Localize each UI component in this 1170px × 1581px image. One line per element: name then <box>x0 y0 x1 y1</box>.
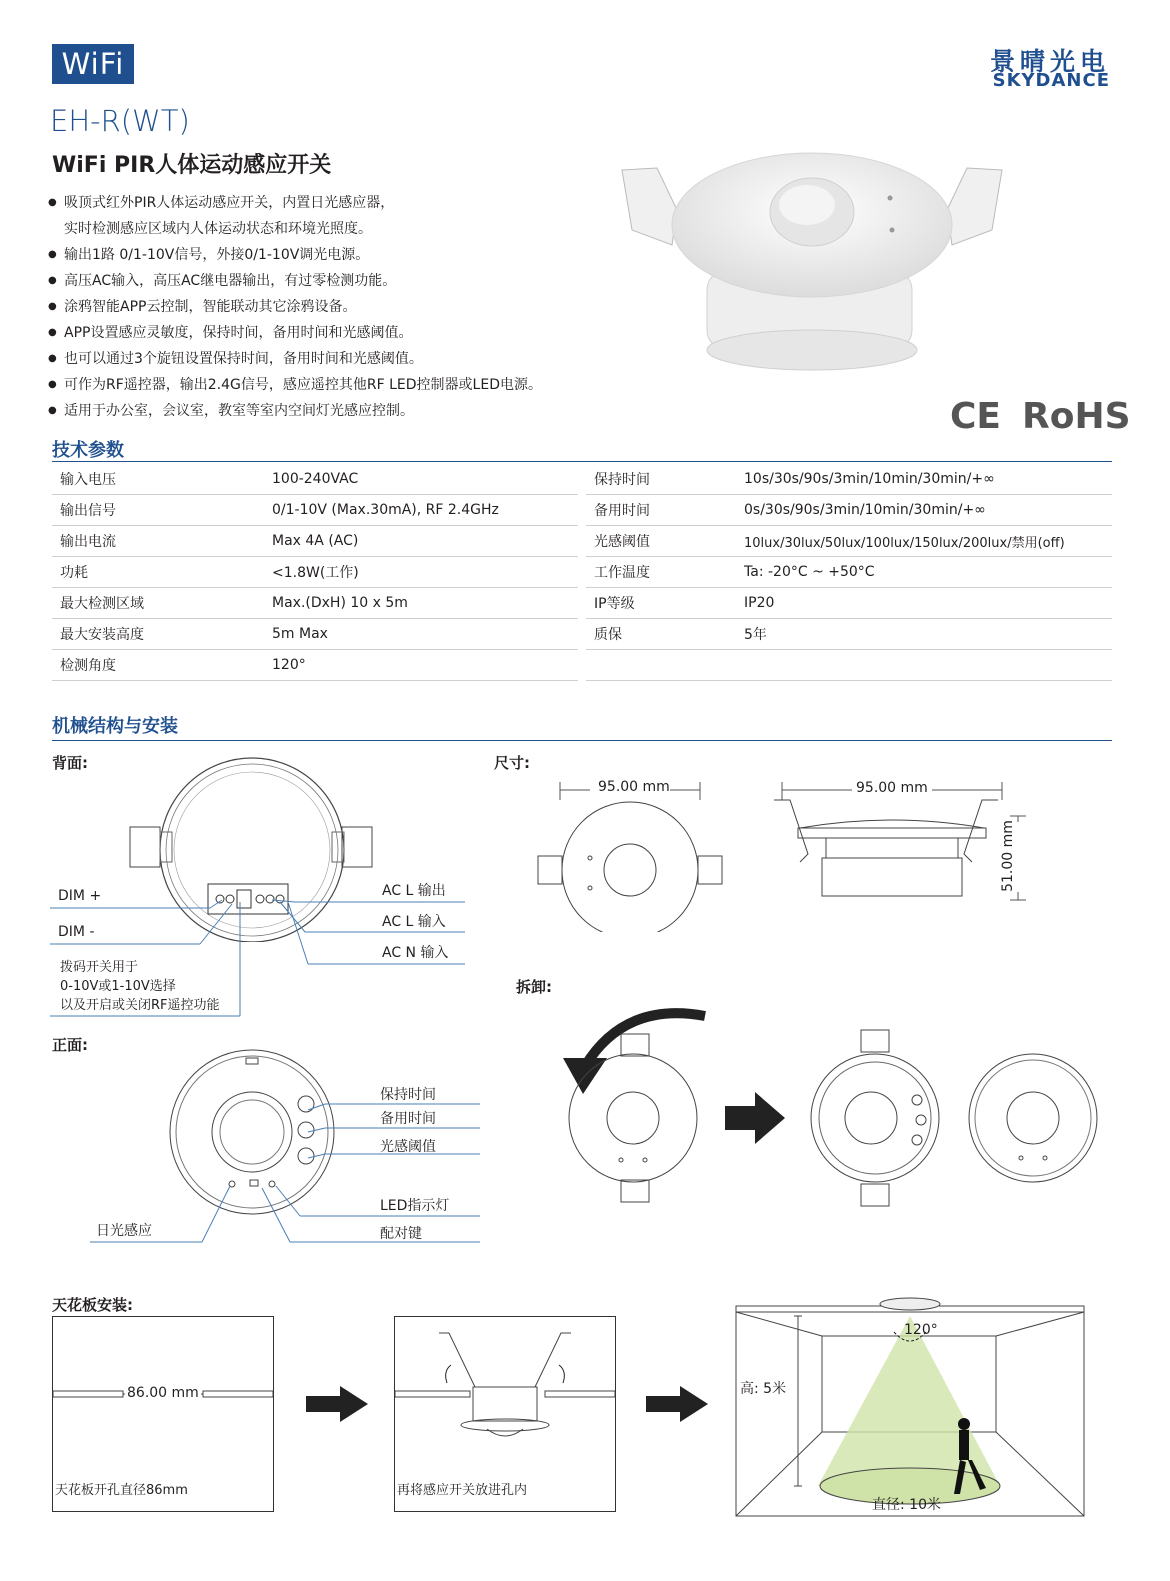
threshold-label: 光感阈值 <box>380 1139 436 1155</box>
hole-dim-label: 86.00 mm <box>127 1385 199 1401</box>
feature-item: ● 吸顶式红外PIR人体运动感应开关，内置日光感应器， <box>48 190 608 216</box>
spec-value: <1.8W(工作) <box>264 557 578 588</box>
spec-key: 最大检测区域 <box>52 588 264 619</box>
product-image <box>612 150 1012 380</box>
spec-value: 0s/30s/90s/3min/10min/30min/+∞ <box>736 495 1112 526</box>
arrow-right-icon <box>306 1386 370 1422</box>
dip-note-line: 以及开启或关闭RF遥控功能 <box>60 998 220 1013</box>
feature-item: ● 高压AC输入，高压AC继电器输出，有过零检测功能。 <box>48 268 608 294</box>
table-row <box>52 588 578 619</box>
spec-key: 输出电流 <box>52 526 264 557</box>
remove-label: 拆卸: <box>516 978 552 996</box>
feature-item: ● 输出1路 0/1-10V信号，外接0/1-10V调光电源。 <box>48 242 608 268</box>
spec-section-title: 技术参数 <box>52 440 124 461</box>
spec-key: 输出信号 <box>52 495 264 526</box>
spec-key: 输入电压 <box>52 464 264 495</box>
model-number: EH-R(WT) <box>50 104 190 138</box>
ac-l-out-label: AC L 输出 <box>382 883 446 899</box>
table-row <box>586 650 1112 681</box>
feature-item: ● 适用于办公室，会议室，教室等室内空间灯光感应控制。 <box>48 398 608 424</box>
spec-value: 0/1-10V (Max.30mA), RF 2.4GHz <box>264 495 578 526</box>
hold-time-label: 保持时间 <box>380 1087 436 1103</box>
rohs-mark: RoHS <box>1022 396 1131 437</box>
table-row <box>586 526 1112 557</box>
side-width-label: 95.00 mm <box>856 780 928 796</box>
spec-empty <box>736 650 1112 681</box>
dip-note-line: 拨码开关用于 <box>60 960 139 975</box>
daylight-sensor-label: 日光感应 <box>96 1223 152 1239</box>
spec-value: Max.(DxH) 10 x 5m <box>264 588 578 619</box>
spec-value: Ta: -20°C ~ +50°C <box>736 557 1112 588</box>
spec-value: Max 4A (AC) <box>264 526 578 557</box>
standby-time-label: 备用时间 <box>380 1111 436 1127</box>
step2-caption: 再将感应开关放进孔内 <box>397 1483 528 1498</box>
table-row <box>52 464 578 495</box>
dim-width-label: 95.00 mm <box>598 779 670 795</box>
feature-item: ● 涂鸦智能APP云控制，智能联动其它涂鸦设备。 <box>48 294 608 320</box>
spec-value: 100-240VAC <box>264 464 578 495</box>
spec-key: 光感阈值 <box>586 526 736 557</box>
spec-key: IP等级 <box>586 588 736 619</box>
spec-rule <box>52 461 1112 462</box>
table-row <box>586 619 1112 650</box>
step1-caption: 天花板开孔直径86mm <box>55 1483 188 1498</box>
table-row <box>52 650 578 681</box>
led-indicator-label: LED指示灯 <box>380 1198 450 1214</box>
spec-key: 检测角度 <box>52 650 264 681</box>
spec-empty <box>586 650 736 681</box>
ac-l-in-label: AC L 输入 <box>382 914 446 930</box>
feature-item: ● 也可以通过3个旋钮设置保持时间，备用时间和光感阈值。 <box>48 346 608 372</box>
dim-height-label: 51.00 mm <box>1000 820 1016 892</box>
dim-plus-label: DIM + <box>58 888 102 904</box>
mech-section-title: 机械结构与安装 <box>52 716 178 737</box>
arrow-right-icon <box>646 1386 710 1422</box>
back-view-label: 背面: <box>52 754 88 772</box>
ce-mark: CE <box>950 396 1002 437</box>
mech-rule <box>52 740 1112 741</box>
wifi-badge: WiFi <box>52 44 134 84</box>
table-row <box>52 619 578 650</box>
dip-note <box>60 958 220 1015</box>
spec-value: 5m Max <box>264 619 578 650</box>
size-label: 尺寸: <box>494 754 530 772</box>
spec-key: 质保 <box>586 619 736 650</box>
pair-key-label: 配对键 <box>380 1226 422 1242</box>
brand-name-cn: 景晴光电 <box>989 47 1110 76</box>
feature-item: 实时检测感应区域内人体运动状态和环境光照度。 <box>64 221 372 237</box>
step2-panel <box>394 1316 616 1512</box>
spec-key: 最大安装高度 <box>52 619 264 650</box>
spec-value: 5年 <box>736 619 1112 650</box>
room-height-label: 高: 5米 <box>740 1381 787 1397</box>
spec-value: 10s/30s/90s/3min/10min/30min/+∞ <box>736 464 1112 495</box>
table-row <box>52 495 578 526</box>
feature-item: ● 可作为RF遥控器，输出2.4G信号，感应遥控其他RF LED控制器或LED电源。 <box>48 372 608 398</box>
remove-diagram <box>555 996 1115 1216</box>
detection-angle-label: 120° <box>904 1322 938 1338</box>
spec-key: 保持时间 <box>586 464 736 495</box>
spec-table-right <box>586 464 1112 681</box>
spec-table-left <box>52 464 578 681</box>
dim-minus-label: DIM - <box>58 924 95 940</box>
spec-key: 备用时间 <box>586 495 736 526</box>
product-subtitle: WiFi PIR人体运动感应开关 <box>52 153 332 178</box>
table-row <box>586 588 1112 619</box>
feature-list <box>48 190 608 424</box>
ac-n-in-label: AC N 输入 <box>382 945 449 961</box>
spec-key: 功耗 <box>52 557 264 588</box>
front-view-label: 正面: <box>52 1036 88 1054</box>
size-top-view <box>530 772 730 932</box>
spec-value: 10lux/30lux/50lux/100lux/150lux/200lux/禁用(off) <box>736 526 1112 557</box>
ceiling-install-title: 天花板安装: <box>52 1296 133 1314</box>
step1-panel <box>52 1316 274 1512</box>
spec-value: IP20 <box>736 588 1112 619</box>
spec-key: 工作温度 <box>586 557 736 588</box>
spec-value: 120° <box>264 650 578 681</box>
table-row <box>586 495 1112 526</box>
room-diameter-label: 直径: 10米 <box>872 1497 941 1513</box>
dip-note-line: 0-10V或1-10V选择 <box>60 979 176 994</box>
table-row <box>586 464 1112 495</box>
table-row <box>52 557 578 588</box>
brand-name-en: SKYDANCE <box>992 70 1110 91</box>
feature-item: ● APP设置感应灵敏度，保持时间，备用时间和光感阈值。 <box>48 320 608 346</box>
table-row <box>52 526 578 557</box>
table-row <box>586 557 1112 588</box>
